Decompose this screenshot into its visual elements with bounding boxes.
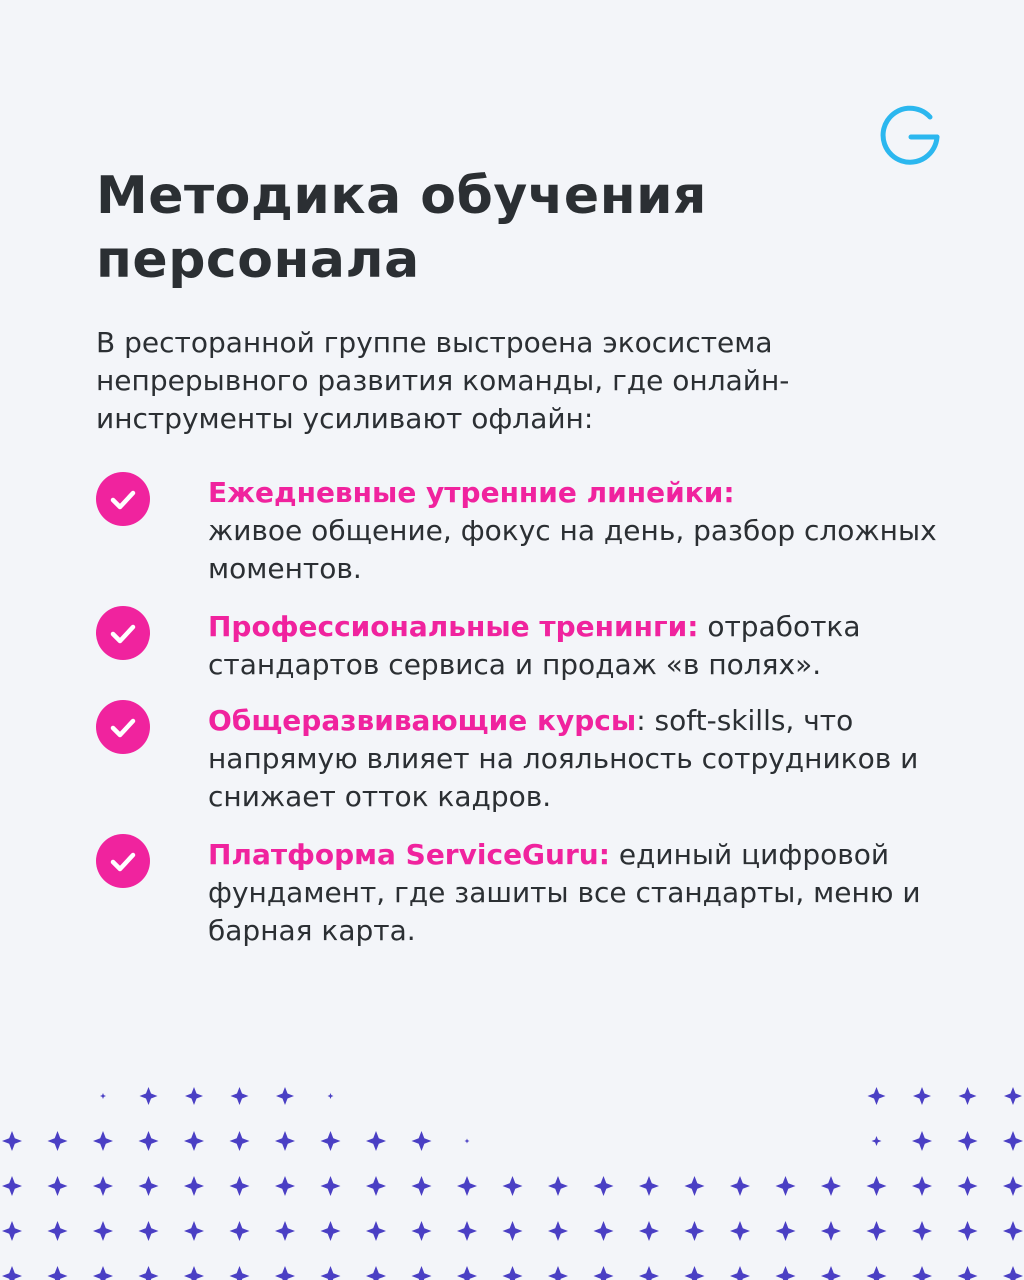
star-shape <box>140 1087 158 1105</box>
star-shape <box>1003 1221 1023 1241</box>
star-shape <box>276 1087 294 1105</box>
feature-highlight: Профессиональные тренинги: <box>208 610 699 643</box>
star-shape <box>1003 1131 1023 1151</box>
feature-description: живое общение, фокус на день, разбор сложных моментов. <box>208 514 937 585</box>
star-shape <box>639 1176 659 1196</box>
star-shape <box>185 1087 203 1105</box>
star-shape <box>230 1131 250 1151</box>
star-shape <box>958 1131 978 1151</box>
star-shape <box>2 1176 22 1196</box>
intro-text: В ресторанной группе выстроена экосистема непрерывного развития команды, где онлайн-инструменты усиливают офлайн: <box>96 326 790 435</box>
star-shape <box>139 1176 159 1196</box>
star-shape <box>913 1087 931 1105</box>
star-shape <box>821 1221 841 1241</box>
star-shape <box>958 1176 978 1196</box>
star-shape <box>465 1139 470 1144</box>
star-shape <box>231 1087 249 1105</box>
star-shape <box>1003 1266 1023 1280</box>
star-shape <box>93 1221 113 1241</box>
star-shape <box>184 1266 204 1280</box>
star-shape <box>821 1176 841 1196</box>
star-shape <box>457 1266 477 1280</box>
feature-text <box>208 702 948 816</box>
star-shape <box>412 1221 432 1241</box>
star-shape <box>912 1131 932 1151</box>
star-shape <box>2 1131 22 1151</box>
star-shape <box>958 1266 978 1280</box>
star-shape <box>821 1266 841 1280</box>
star-shape <box>594 1221 614 1241</box>
star-shape <box>867 1266 887 1280</box>
star-shape <box>48 1221 68 1241</box>
star-shape <box>93 1131 113 1151</box>
star-shape <box>1003 1176 1023 1196</box>
star-shape <box>412 1131 432 1151</box>
star-shape <box>275 1176 295 1196</box>
star-shape <box>139 1266 159 1280</box>
star-shape <box>685 1176 705 1196</box>
star-shape <box>48 1176 68 1196</box>
star-shape <box>503 1176 523 1196</box>
star-shape <box>230 1221 250 1241</box>
star-shape <box>912 1221 932 1241</box>
feature-highlight: Общеразвивающие курсы <box>208 704 637 737</box>
star-pattern-decoration <box>0 1070 1024 1280</box>
star-shape <box>639 1266 659 1280</box>
star-shape <box>867 1176 887 1196</box>
feature-text <box>208 608 948 684</box>
feature-highlight: Платформа ServiceGuru: <box>208 838 610 871</box>
star-shape <box>1004 1087 1022 1105</box>
star-shape <box>139 1221 159 1241</box>
star-shape <box>457 1221 477 1241</box>
star-shape <box>139 1131 159 1151</box>
star-shape <box>366 1131 386 1151</box>
star-shape <box>594 1266 614 1280</box>
star-shape <box>457 1176 477 1196</box>
star-shape <box>412 1266 432 1280</box>
star-shape <box>639 1221 659 1241</box>
star-shape <box>48 1266 68 1280</box>
star-shape <box>275 1266 295 1280</box>
star-shape <box>548 1176 568 1196</box>
star-shape <box>321 1266 341 1280</box>
star-shape <box>275 1131 295 1151</box>
star-shape <box>48 1131 68 1151</box>
star-shape <box>548 1266 568 1280</box>
star-shape <box>868 1087 886 1105</box>
star-shape <box>366 1221 386 1241</box>
star-shape <box>2 1221 22 1241</box>
star-shape <box>958 1221 978 1241</box>
star-shape <box>230 1176 250 1196</box>
star-shape <box>912 1266 932 1280</box>
star-shape <box>321 1221 341 1241</box>
star-shape <box>730 1221 750 1241</box>
star-shape <box>184 1131 204 1151</box>
star-shape <box>685 1221 705 1241</box>
star-shape <box>93 1266 113 1280</box>
star-shape <box>366 1266 386 1280</box>
star-shape <box>366 1176 386 1196</box>
star-shape <box>503 1266 523 1280</box>
star-shape <box>776 1221 796 1241</box>
star-shape <box>730 1266 750 1280</box>
feature-description: : soft-skills, что напрямую влияет на лояльность сотрудников и снижает отток кадров. <box>208 704 919 813</box>
page-title: Методика обучения персонала <box>96 166 707 290</box>
star-shape <box>730 1176 750 1196</box>
feature-description: отработка стандартов сервиса и продаж «в полях». <box>208 610 861 681</box>
letter-g-logo-icon <box>876 104 942 166</box>
star-shape <box>321 1176 341 1196</box>
check-circle-icon <box>96 700 150 754</box>
star-shape <box>184 1176 204 1196</box>
star-shape <box>100 1093 106 1099</box>
star-shape <box>184 1221 204 1241</box>
star-shape <box>872 1136 882 1146</box>
star-shape <box>230 1266 250 1280</box>
star-shape <box>328 1093 334 1099</box>
star-shape <box>776 1176 796 1196</box>
star-shape <box>2 1266 22 1280</box>
check-circle-icon <box>96 606 150 660</box>
star-shape <box>503 1221 523 1241</box>
star-shape <box>959 1087 977 1105</box>
star-shape <box>912 1176 932 1196</box>
star-shape <box>776 1266 796 1280</box>
check-circle-icon <box>96 472 150 526</box>
feature-text <box>208 836 948 950</box>
star-shape <box>867 1221 887 1241</box>
feature-text <box>208 474 948 588</box>
star-shape <box>548 1221 568 1241</box>
feature-highlight: Ежедневные утренние линейки: <box>208 476 735 509</box>
star-shape <box>594 1176 614 1196</box>
feature-description: единый цифровой фундамент, где зашиты все стандарты, меню и барная карта. <box>208 838 921 947</box>
star-shape <box>321 1131 341 1151</box>
star-shape <box>412 1176 432 1196</box>
star-shape <box>275 1221 295 1241</box>
check-circle-icon <box>96 834 150 888</box>
star-shape <box>93 1176 113 1196</box>
star-shape <box>685 1266 705 1280</box>
